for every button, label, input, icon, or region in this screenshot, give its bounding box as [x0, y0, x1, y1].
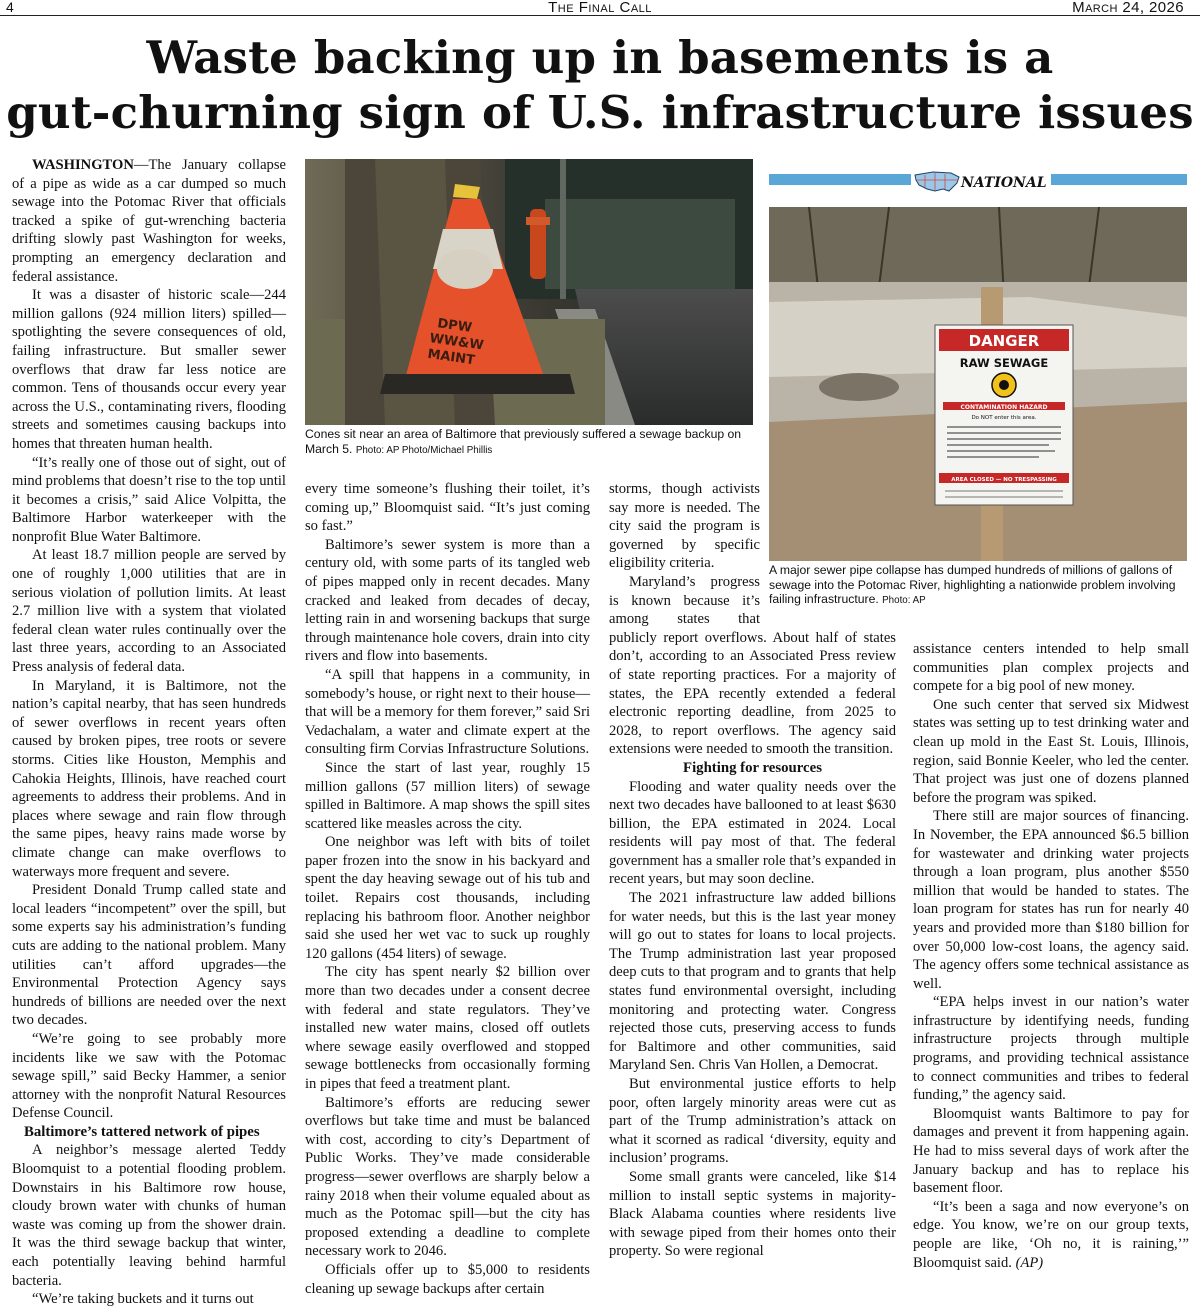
paragraph: In Maryland, it is Baltimore, not the nation’s capital nearby, that has seen hundreds of sewer overflows in recent years often caused by broken pipes, tree roots or severe storms. Cities like Houston, Memphis and Cahokia Heights, Illinois, have reached court agreements to address their problems. And in places where sewage and rain flow through the same pipes, heavy rains made worse by climate change can make overflows to waterways more frequent and severe. [12, 677, 286, 880]
cone-photo-image [305, 159, 753, 425]
cone-label-line-2: WW&W [428, 331, 485, 354]
paragraph: storms, though activists say more is needed. The city said the program is governed by specific eligibility criteria. [609, 481, 760, 572]
us-map-icon [913, 169, 961, 195]
paragraph: Since the start of last year, roughly 15 million gallons (57 million liters) of sewage spilled in Baltimore. A map shows the spill sites scattered like measles across the city. [305, 759, 590, 832]
paragraph: A neighbor’s message alerted Teddy Bloomquist to a potential flooding problem. Downstairs in his Baltimore row house, cloudy brown water with chunks of human waste was coming up from the shower drain. It was the third sewage backup that winter, each potentially leaving behind harmful bacteria. [12, 1142, 286, 1289]
article-column-2 [305, 480, 590, 1298]
sign-danger-text: DANGER [968, 332, 1040, 350]
paragraph: assistance centers intended to help small communities plan complex projects and compete for a big pool of new money. [913, 641, 1189, 695]
paragraph: Some small grants were canceled, like $14 million to install septic systems in majority-Black Alabama counties where residents live with sewage piped from their homes onto their property. So were regional [609, 1168, 896, 1260]
issue-date: March 24, 2026 [1072, 0, 1184, 16]
cone-photo-caption [305, 427, 757, 458]
paragraph: WASHINGTON—The January collapse of a pipe as wide as a car dumped so much sewage into the Potomac River that officials tracked a spike of gut-wrenching bacteria drifting slowly past Washington for weeks, prompting an emergency declaration and federal assistance. [12, 157, 286, 285]
article-column-1 [12, 156, 286, 1309]
cone-caption-text: Cones sit near an area of Baltimore that previously suffered a sewage backup on March 5. [305, 427, 742, 456]
sewage-caption-text: A major sewer pipe collapse has dumped hundreds of millions of gallons of sewage into the Potomac River, highlighting a nationwide problem involving failing infrastructure. [769, 563, 1176, 606]
paragraph: Bloomquist wants Baltimore to pay for damages and prevent it from happening again. He had to miss several days of work after the January backup and has to replace his basement floor. [913, 1105, 1189, 1197]
paragraph: every time someone’s flushing their toilet, it’s coming up,” Bloomquist said. “It’s just coming so fast.” [305, 481, 590, 535]
paragraph: Baltimore’s efforts are reducing sewer overflows but take time and must be balanced with cost, according to city’s Department of Public Works. They’ve made considerable progress—sewer overflows are sharply below a rainy 2018 when their volume equaled about as much as the Potomac spill—but the city has proposed extending a deadline to complete necessary work to 2046. [305, 1094, 590, 1260]
paragraph: One neighbor was left with bits of toilet paper frozen into the snow in his backyard and spent the day heaving sewage out of his tub and toilet. Repairs cost thousands, including replacing his bathroom floor. Another neighbor said she used her wet vac to suck up roughly 120 gallons (454 liters) of sewage. [305, 834, 590, 962]
paragraph: Baltimore’s sewer system is more than a century old, with some parts of its tangled web of pipes mapped only in recent decades. Many cracked and leaked from decades of decay, letting rain in and worsening backups that surge through maintenance hole covers, drain into city rivers and flow into basements. [305, 536, 590, 665]
banner-label-box [911, 169, 1051, 195]
paragraph: There still are major sources of financing. In November, the EPA announced $6.5 billion for wastewater and drinking water projects through a loan program, plus another $550 million that would be handed to states. The loan program for states has run for nearly 40 years and provided more than $180 billion for over 50,000 low-cost loans, the agency said. The agency offers some technical assistance as well. [913, 808, 1189, 992]
sign-closed-text: AREA CLOSED — NO TRESPASSING [951, 477, 1057, 483]
page-header [0, 0, 1200, 16]
paragraph: The city has spent nearly $2 billion over more than two decades under a consent decree with federal and state regulators. They’ve installed new water mains, closed off outlets where sewage easily overflowed and stopped sewage bottlenecks from occasionally forming in pipes that feed a treatment plant. [305, 964, 590, 1092]
paragraph: Officials offer up to $5,000 to residents cleaning up sewage backups after certain [305, 1261, 590, 1297]
paragraph: Flooding and water quality needs over the next two decades have ballooned to at least $630 billion, the EPA estimated in 2024. Local residents will pay most of that. The federal government has a smaller role that’s expanded in recent years, but may soon decline. [609, 778, 896, 888]
sign-donot-text: Do NOT enter this area. [971, 415, 1037, 421]
page-number: 4 [6, 0, 14, 15]
paragraph: “A spill that happens in a community, in somebody’s house, or right next to their house—that will be a memory for them forever,” said Sri Vedachalam, a water and climate expert at the consulting firm Corvias Infrastructure Solutions. [305, 666, 590, 758]
article-headline [0, 30, 1200, 140]
paragraph: Maryland’s progress is known because it’s among states that publicly report overflows. About half of states don’t, according to an Associated Press review of state reporting practices. For a majority of states, the EPA recently extended a federal electronic reporting deadline, from 2025 to 2028, to report overflows. The agency said extensions were needed to smooth the transition. [609, 573, 896, 758]
cone-photo [305, 159, 753, 425]
headline-line-1: Waste backing up in basements is a [146, 31, 1054, 84]
section-banner [769, 163, 1187, 199]
subhead-baltimore: Baltimore’s tattered network of pipes [24, 1123, 260, 1140]
paragraph: One such center that served six Midwest states was setting up to test drinking water and clean up mold in the East St. Louis, Illinois, region, said Bonnie Keeler, who led the center. That project was just one of dozens planned before the program was spiked. [913, 696, 1189, 806]
byline: (AP) [1015, 1254, 1044, 1271]
photo-wrap-spacer [760, 480, 896, 624]
paragraph: “EPA helps invest in our nation’s water infrastructure by identifying needs, funding infrastructure projects through multiple programs, and providing technical assistance to connect communities and tribes to federal funding,” the agency said. [913, 994, 1189, 1104]
paragraph: President Donald Trump called state and local leaders “incompetent” over the spill, but some experts say his administration’s funding cuts are adding to the national problem. Many utilities can’t afford upgrades—the Environmental Protection Agency says hundreds of billions are needed over the next two decades. [12, 882, 286, 1029]
cone-label-line-3: MAINT [426, 346, 476, 369]
sewage-photo-credit: Photo: AP [882, 595, 926, 606]
dateline: WASHINGTON [32, 157, 134, 173]
publication-name: The Final Call [548, 0, 652, 16]
paragraph: At least 18.7 million people are served by one of roughly 1,000 utilities that are in serious violation of pollution limits. At least 2.7 million live with a system that violated federal clean water rules continually over the last three years, according to an Associated Press analysis of federal data. [12, 547, 286, 676]
banner-label: NATIONAL [961, 175, 1047, 191]
paragraph: “It’s really one of those out of sight, out of mind problems that doesn’t rise to the top until it becomes a crisis,” said Alice Volpitta, the Baltimore Harbor waterkeeper with the nonprofit Blue Water Baltimore. [12, 454, 286, 545]
headline-line-2: gut-churning sign of U.S. infrastructure issues [6, 86, 1194, 139]
paragraph: It was a disaster of historic scale—244 million gallons (924 million liters) spilled—spotlighting the severe consequences of old, failing infrastructure. But smaller sewer overflows that draw far less notice are common. Tens of thousands occur every year across the U.S., contaminating rivers, flooding streets and sometimes causing backups into homes that threaten human health. [12, 287, 286, 452]
paragraph: But environmental justice efforts to help poor, often largely minority areas were cut as part of the Trump administration’s attack on what it scorned as radical ‘diversity, equity and inclusion’ programs. [609, 1076, 896, 1167]
sign-hazard-text: CONTAMINATION HAZARD [960, 404, 1048, 411]
subhead-fighting: Fighting for resources [683, 759, 822, 776]
article-column-4 [913, 640, 1189, 1272]
sign-raw-sewage-text: RAW SEWAGE [959, 356, 1049, 370]
paragraph: “We’re going to see probably more incidents like we saw with the Potomac sewage spill,” said Becky Hammer, a senior attorney with the nonprofit Natural Resources Defense Council. [12, 1030, 286, 1122]
cone-label-line-1: DPW [436, 316, 473, 336]
paragraph: The 2021 infrastructure law added billions for water needs, but this is the last year money will go out to states for loans to local projects. The Trump administration last year proposed deep cuts to that program and to grants that help states fund environmental oversight, including monitoring and protecting water. Congress rejected those cuts, preserving access to funds for Baltimore and other communities, said Maryland Sen. Chris Van Hollen, a Democrat. [609, 890, 896, 1074]
article-column-3 [609, 480, 896, 1261]
paragraph: “It’s been a saga and now everyone’s on edge. You know, we’re on our group texts, people are like, ‘Oh no, it is raining,’” Bloomquist said. (AP) [913, 1198, 1189, 1271]
paragraph: “We’re taking buckets and it turns out [32, 1291, 254, 1308]
cone-photo-credit: Photo: AP Photo/Michael Phillis [355, 444, 493, 456]
